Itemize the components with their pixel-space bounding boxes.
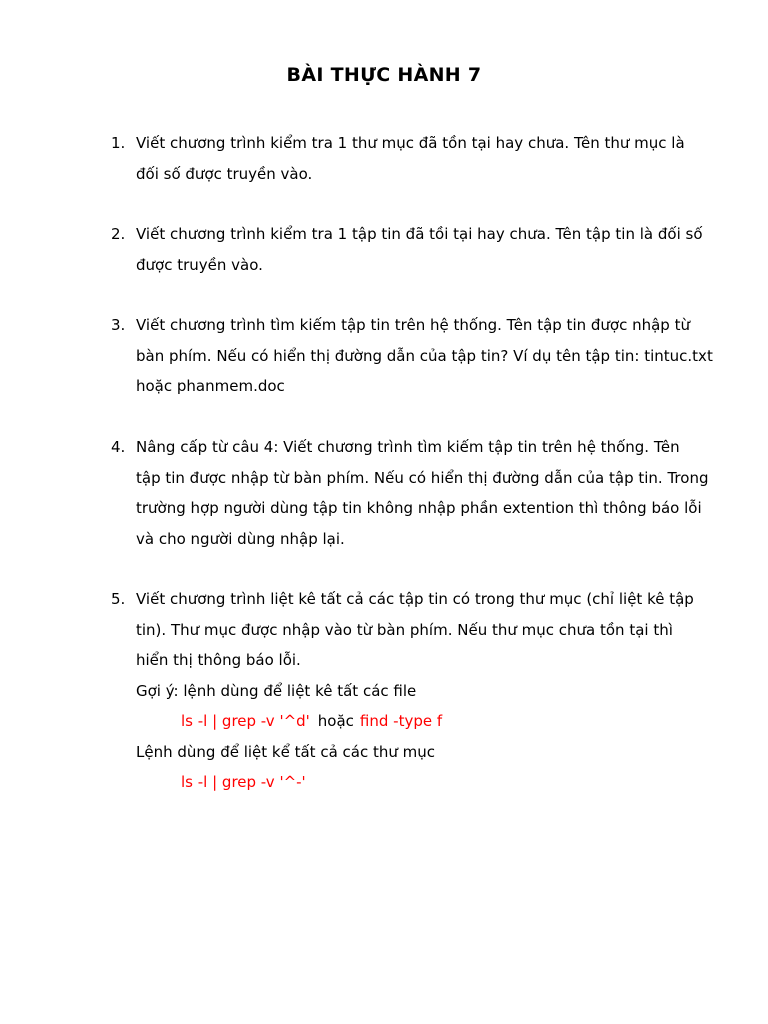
exercise-line: bàn phím. Nếu có hiển thị đường dẫn của tập tin? Ví dụ tên tập tin: tintuc.txt bbox=[136, 346, 713, 365]
exercise-line: Viết chương trình liệt kê tất cả các tập tin có trong thư mục (chỉ liệt kê tập bbox=[136, 590, 694, 608]
exercise-text bbox=[136, 310, 713, 402]
exercise-line: hiển thị thông báo lỗi. bbox=[136, 651, 301, 669]
exercise-2 bbox=[111, 219, 703, 280]
exercise-line: trường hợp người dùng tập tin không nhập phần extention thì thông báo lỗi bbox=[136, 499, 702, 517]
exercise-text bbox=[136, 432, 709, 554]
exercise-line: tập tin được nhập từ bàn phím. Nếu có hiển thị đường dẫn của tập tin. Trong bbox=[136, 468, 709, 487]
exercise-number: 1. bbox=[111, 134, 126, 152]
exercise-number: 5. bbox=[111, 590, 126, 608]
exercise-line: Nâng cấp từ câu 4: Viết chương trình tìm kiếm tập tin trên hệ thống. Tên bbox=[136, 438, 680, 456]
exercise-4 bbox=[111, 432, 709, 554]
exercise-line: và cho người dùng nhập lại. bbox=[136, 529, 345, 548]
exercise-number: 2. bbox=[111, 225, 126, 243]
hint-files-label: Gợi ý: lệnh dùng để liệt kê tất các file bbox=[136, 681, 417, 700]
exercise-line: được truyền vào. bbox=[136, 255, 263, 274]
exercise-number: 4. bbox=[111, 438, 126, 456]
exercise-line: đối số được truyền vào. bbox=[136, 164, 313, 183]
exercise-line: Viết chương trình kiểm tra 1 tập tin đã tồi tại hay chưa. Tên tập tin là đối số bbox=[136, 225, 703, 243]
exercise-text bbox=[136, 219, 703, 280]
exercise-text bbox=[136, 584, 694, 798]
command-find-files: find -type f bbox=[359, 712, 443, 730]
hint-dirs-commands bbox=[136, 767, 691, 798]
exercise-line: hoặc phanmem.doc bbox=[136, 377, 285, 395]
exercise-line: Viết chương trình tìm kiếm tập tin trên hệ thống. Tên tập tin được nhập từ bbox=[136, 316, 690, 334]
hint-or-word: hoặc bbox=[317, 712, 354, 730]
exercise-5 bbox=[111, 584, 694, 798]
hint-dirs-label: Lệnh dùng để liệt kể tất cả các thư mục bbox=[136, 742, 436, 761]
exercise-text bbox=[136, 128, 691, 189]
exercise-1 bbox=[111, 128, 691, 189]
command-ls-dirs: ls -l | grep -v '^-' bbox=[181, 773, 306, 791]
exercise-number: 3. bbox=[111, 316, 126, 334]
exercise-3 bbox=[111, 310, 713, 402]
hint-files-commands bbox=[136, 706, 691, 737]
exercise-line: Viết chương trình kiểm tra 1 thư mục đã tồn tại hay chưa. Tên thư mục là bbox=[136, 134, 685, 152]
document-title: BÀI THỰC HÀNH 7 bbox=[286, 64, 482, 86]
exercise-line: tin). Thư mục được nhập vào từ bàn phím. Nếu thư mục chưa tồn tại thì bbox=[136, 620, 673, 639]
command-ls-files: ls -l | grep -v '^d' bbox=[181, 712, 310, 730]
